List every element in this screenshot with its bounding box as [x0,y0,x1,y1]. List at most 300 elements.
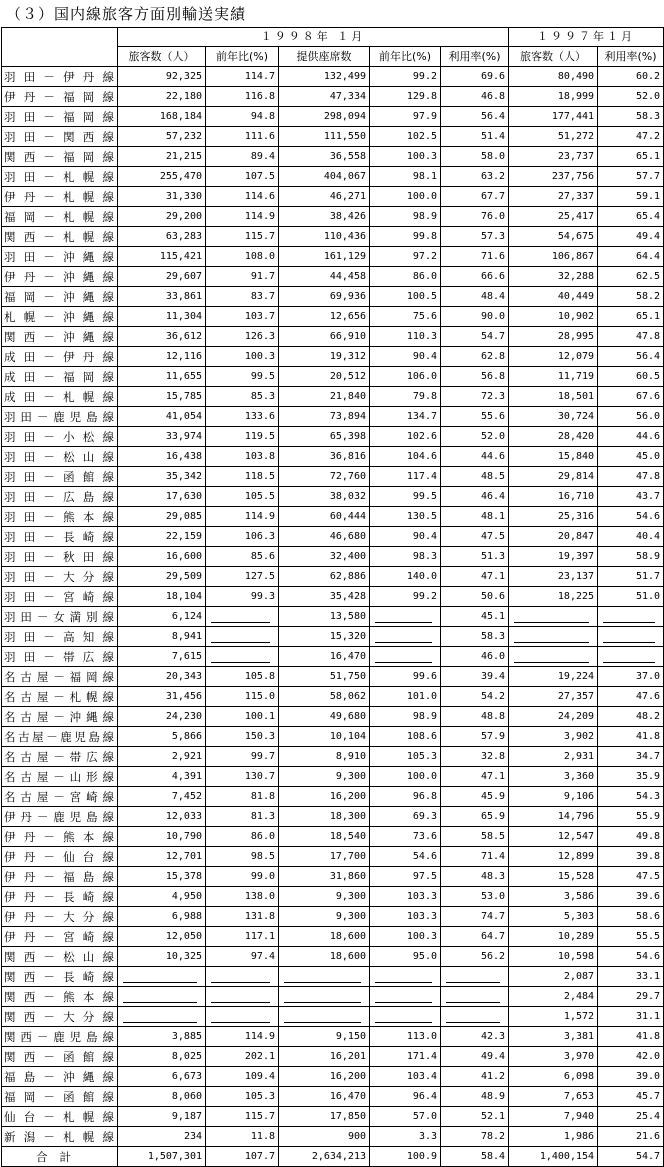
value-cell: 1,986 [509,1127,598,1147]
value-cell: 99.7 [206,747,279,767]
value-cell: 72,760 [279,467,370,487]
value-cell: 2,921 [118,747,206,767]
route-name: 羽田－関西線 [2,127,118,147]
route-name: 羽田－宮崎線 [2,587,118,607]
value-cell: 234 [118,1127,206,1147]
value-cell: 114.7 [206,67,279,87]
value-cell: 76.0 [441,207,509,227]
table-row [2,947,664,967]
value-cell: 18,104 [118,587,206,607]
value-cell: 54,675 [509,227,598,247]
value-cell: 46.4 [441,487,509,507]
value-cell: 78.2 [441,1127,509,1147]
value-cell: 56.2 [441,947,509,967]
value-cell: 58.3 [598,107,664,127]
value-cell: 36,558 [279,147,370,167]
value-cell: 108.0 [206,247,279,267]
value-cell: 24,209 [509,707,598,727]
value-cell: 106.0 [370,367,441,387]
value-cell: 98.9 [370,707,441,727]
value-cell: 57.3 [441,227,509,247]
table-row [2,567,664,587]
table-row [2,67,664,87]
value-cell: 114.6 [206,187,279,207]
value-cell: 57,232 [118,127,206,147]
value-cell: 73,894 [279,407,370,427]
table-row [2,307,664,327]
value-cell: 31,860 [279,867,370,887]
not-applicable-cell [206,967,279,987]
not-applicable-cell [370,647,441,667]
not-applicable-cell [509,627,598,647]
value-cell: 81.8 [206,787,279,807]
value-cell: 20,512 [279,367,370,387]
value-cell: 52.1 [441,1107,509,1127]
value-cell: 99.3 [206,587,279,607]
page-title: （３）国内線旅客方面別輸送実績 [6,5,247,23]
blank-line [211,622,270,623]
value-cell: 73.6 [370,827,441,847]
value-cell: 103.3 [370,907,441,927]
route-name: 関西－大分線 [2,1007,118,1027]
table-row [2,467,664,487]
value-cell: 14,796 [509,807,598,827]
value-cell: 104.6 [370,447,441,467]
value-cell: 66,910 [279,327,370,347]
value-cell: 58.3 [441,627,509,647]
blank-line [123,1022,197,1023]
value-cell: 27,357 [509,687,598,707]
route-name: 成田－伊丹線 [2,347,118,367]
value-cell: 41.8 [598,1027,664,1047]
value-cell: 10,598 [509,947,598,967]
value-cell: 16,200 [279,1067,370,1087]
value-cell: 36,612 [118,327,206,347]
value-cell: 29,607 [118,267,206,287]
route-name: 羽田－大分線 [2,567,118,587]
not-applicable-cell [279,987,370,1007]
route-name: 伊丹－福島線 [2,867,118,887]
value-cell: 49.4 [598,227,664,247]
blank-line [284,1022,361,1023]
route-name: 羽田－福岡線 [2,107,118,127]
route-name: 名古屋－鹿児島線 [2,727,118,747]
value-cell: 103.7 [206,307,279,327]
value-cell: 80,490 [509,67,598,87]
value-cell: 17,630 [118,487,206,507]
route-name: 羽田－女満別線 [2,607,118,627]
total-value: 1,507,301 [118,1147,206,1167]
value-cell: 23,737 [509,147,598,167]
value-cell: 15,785 [118,387,206,407]
route-name: 名古屋－沖縄線 [2,707,118,727]
value-cell: 42.3 [441,1027,509,1047]
value-cell: 32.8 [441,747,509,767]
table-row [2,1107,664,1127]
value-cell: 105.8 [206,667,279,687]
value-cell: 56.0 [598,407,664,427]
value-cell: 6,673 [118,1067,206,1087]
not-applicable-cell [118,967,206,987]
value-cell: 1,572 [509,1007,598,1027]
value-cell: 45.7 [598,1087,664,1107]
value-cell: 56.4 [598,347,664,367]
value-cell: 117.4 [370,467,441,487]
table-row [2,427,664,447]
blank-line [284,982,361,983]
value-cell: 39.4 [441,667,509,687]
value-cell: 10,325 [118,947,206,967]
table-row [2,527,664,547]
value-cell: 57.9 [441,727,509,747]
value-cell: 100.3 [370,927,441,947]
blank-line [211,662,270,663]
blank-line [375,1002,432,1003]
table-row [2,287,664,307]
table-row [2,667,664,687]
value-cell: 98.5 [206,847,279,867]
value-cell: 48.8 [441,707,509,727]
value-cell: 21.6 [598,1127,664,1147]
table-row [2,487,664,507]
route-name: 関西－沖縄線 [2,327,118,347]
value-cell: 47.5 [598,867,664,887]
year-current: １９９８年 １月 [118,28,509,47]
value-cell: 48.2 [598,707,664,727]
value-cell: 99.8 [370,227,441,247]
value-cell: 42.0 [598,1047,664,1067]
value-cell: 69,936 [279,287,370,307]
value-cell: 60.5 [598,367,664,387]
value-cell: 62.8 [441,347,509,367]
value-cell: 39.8 [598,847,664,867]
value-cell: 81.3 [206,807,279,827]
value-cell: 900 [279,1127,370,1147]
blank-line [211,982,270,983]
value-cell: 51,750 [279,667,370,687]
value-cell: 48.9 [441,1087,509,1107]
route-name: 羽田－秋田線 [2,547,118,567]
not-applicable-cell [441,967,509,987]
value-cell: 33,974 [118,427,206,447]
route-name: 福島－沖縄線 [2,1067,118,1087]
value-cell: 55.6 [441,407,509,427]
value-cell: 10,104 [279,727,370,747]
value-cell: 100.5 [370,287,441,307]
value-cell: 97.5 [370,867,441,887]
value-cell: 3,381 [509,1027,598,1047]
total-label: 合計 [2,1147,118,1167]
route-name: 成田－福岡線 [2,367,118,387]
value-cell: 95.0 [370,947,441,967]
value-cell: 57.0 [370,1107,441,1127]
value-cell: 41.2 [441,1067,509,1087]
value-cell: 54.2 [441,687,509,707]
year-previous: １９９７年１月 [509,28,664,47]
route-name: 伊丹－福岡線 [2,87,118,107]
value-cell: 12,656 [279,307,370,327]
value-cell: 99.6 [370,667,441,687]
route-name: 成田－札幌線 [2,387,118,407]
value-cell: 130.7 [206,767,279,787]
value-cell: 116.8 [206,87,279,107]
value-cell: 105.3 [206,1087,279,1107]
value-cell: 106,867 [509,247,598,267]
value-cell: 54.6 [598,507,664,527]
value-cell: 41,054 [118,407,206,427]
value-cell: 138.0 [206,887,279,907]
value-cell: 131.8 [206,907,279,927]
value-cell: 47.8 [598,467,664,487]
value-cell: 177,441 [509,107,598,127]
value-cell: 18,225 [509,587,598,607]
total-value: 2,634,213 [279,1147,370,1167]
table-row [2,1007,664,1027]
value-cell: 16,470 [279,1087,370,1107]
value-cell: 168,184 [118,107,206,127]
value-cell: 51.3 [441,547,509,567]
value-cell: 102.5 [370,127,441,147]
not-applicable-cell [206,647,279,667]
value-cell: 85.3 [206,387,279,407]
table-row [2,647,664,667]
value-cell: 12,116 [118,347,206,367]
not-applicable-cell [441,987,509,1007]
table-row [2,1047,664,1067]
value-cell: 25.4 [598,1107,664,1127]
value-cell: 8,941 [118,627,206,647]
value-cell: 12,050 [118,927,206,947]
value-cell: 51.7 [598,567,664,587]
table-row [2,367,664,387]
not-applicable-cell [509,607,598,627]
value-cell: 65.1 [598,307,664,327]
route-name: 福岡－沖縄線 [2,287,118,307]
value-cell: 202.1 [206,1047,279,1067]
value-cell: 19,397 [509,547,598,567]
value-cell: 48.5 [441,467,509,487]
value-cell: 3,902 [509,727,598,747]
value-cell: 85.6 [206,547,279,567]
value-cell: 7,452 [118,787,206,807]
value-cell: 57.7 [598,167,664,187]
table-row [2,867,664,887]
blank-line [375,1022,432,1023]
value-cell: 51.0 [598,587,664,607]
col-header: 旅客数（人） [509,47,598,67]
route-name: 羽田－伊丹線 [2,67,118,87]
value-cell: 7,940 [509,1107,598,1127]
value-cell: 98.3 [370,547,441,567]
table-row [2,267,664,287]
total-value: 1,400,154 [509,1147,598,1167]
value-cell: 15,320 [279,627,370,647]
total-value: 54.7 [598,1147,664,1167]
value-cell: 161,129 [279,247,370,267]
value-cell: 108.6 [370,727,441,747]
value-cell: 91.7 [206,267,279,287]
not-applicable-cell [118,1007,206,1027]
route-name: 福岡－札幌線 [2,207,118,227]
value-cell: 64.4 [598,247,664,267]
value-cell: 9,300 [279,767,370,787]
value-cell: 46.0 [441,647,509,667]
value-cell: 47.8 [598,327,664,347]
value-cell: 35.9 [598,767,664,787]
value-cell: 100.1 [206,707,279,727]
route-name: 関西－長崎線 [2,967,118,987]
value-cell: 69.3 [370,807,441,827]
value-cell: 58.2 [598,287,664,307]
value-cell: 30,724 [509,407,598,427]
value-cell: 127.5 [206,567,279,587]
value-cell: 119.5 [206,427,279,447]
value-cell: 71.6 [441,247,509,267]
route-name: 羽田－沖縄線 [2,247,118,267]
value-cell: 25,417 [509,207,598,227]
route-name: 伊丹－熊本線 [2,827,118,847]
value-cell: 9,300 [279,907,370,927]
table-row [2,167,664,187]
table-row [2,627,664,647]
value-cell: 9,300 [279,887,370,907]
value-cell: 12,547 [509,827,598,847]
value-cell: 27,337 [509,187,598,207]
table-row [2,147,664,167]
value-cell: 16,200 [279,787,370,807]
route-name: 羽田－熊本線 [2,507,118,527]
table-row [2,927,664,947]
value-cell: 51,272 [509,127,598,147]
route-name: 羽田－函館線 [2,467,118,487]
value-cell: 89.4 [206,147,279,167]
table-row [2,447,664,467]
table-row [2,1067,664,1087]
table-row [2,607,664,627]
value-cell: 171.4 [370,1047,441,1067]
value-cell: 92,325 [118,67,206,87]
route-name: 伊丹－長崎線 [2,887,118,907]
value-cell: 47.6 [598,687,664,707]
table-row [2,247,664,267]
value-cell: 45.1 [441,607,509,627]
value-cell: 96.8 [370,787,441,807]
value-cell: 49.8 [598,827,664,847]
value-cell: 3,360 [509,767,598,787]
route-name: 名古屋－札幌線 [2,687,118,707]
value-cell: 40,449 [509,287,598,307]
value-cell: 35,342 [118,467,206,487]
not-applicable-cell [206,987,279,1007]
blank-line [123,1002,197,1003]
value-cell: 49.4 [441,1047,509,1067]
value-cell: 97.2 [370,247,441,267]
value-cell: 103.3 [370,887,441,907]
table-row [2,707,664,727]
not-applicable-cell [370,627,441,647]
not-applicable-cell [206,1007,279,1027]
value-cell: 25,316 [509,507,598,527]
value-cell: 6,124 [118,607,206,627]
value-cell: 17,700 [279,847,370,867]
route-name: 伊丹－鹿児島線 [2,807,118,827]
table-row [2,987,664,1007]
value-cell: 28,995 [509,327,598,347]
value-cell: 110.3 [370,327,441,347]
route-name: 羽田－広島線 [2,487,118,507]
blank-line [603,622,655,623]
route-name: 名古屋－山形線 [2,767,118,787]
value-cell: 32,288 [509,267,598,287]
value-cell: 63,283 [118,227,206,247]
value-cell: 20,847 [509,527,598,547]
value-cell: 13,580 [279,607,370,627]
value-cell: 100.0 [370,187,441,207]
transport-table [1,27,664,1167]
not-applicable-cell [441,1007,509,1027]
value-cell: 65.4 [598,207,664,227]
route-name: 仙台－札幌線 [2,1107,118,1127]
value-cell: 21,840 [279,387,370,407]
value-cell: 44,458 [279,267,370,287]
route-name: 関西－鹿児島線 [2,1027,118,1047]
not-applicable-cell [370,1007,441,1027]
blank-line [446,1022,500,1023]
value-cell: 58.9 [598,547,664,567]
route-name: 羽田－長崎線 [2,527,118,547]
value-cell: 64.7 [441,927,509,947]
not-applicable-cell [509,647,598,667]
not-applicable-cell [598,607,664,627]
table-row [2,747,664,767]
col-header: 前年比(%) [370,47,441,67]
table-row [2,347,664,367]
value-cell: 39.6 [598,887,664,907]
value-cell: 2,484 [509,987,598,1007]
table-row [2,907,664,927]
route-header-cell [2,28,118,67]
value-cell: 99.2 [370,587,441,607]
value-cell: 96.4 [370,1087,441,1107]
value-cell: 11.8 [206,1127,279,1147]
value-cell: 3,885 [118,1027,206,1047]
value-cell: 52.0 [441,427,509,447]
table-row [2,507,664,527]
value-cell: 47.1 [441,767,509,787]
route-name: 伊丹－仙台線 [2,847,118,867]
route-name: 新潟－札幌線 [2,1127,118,1147]
value-cell: 237,756 [509,167,598,187]
route-name: 伊丹－札幌線 [2,187,118,207]
value-cell: 134.7 [370,407,441,427]
value-cell: 115.0 [206,687,279,707]
route-name: 札幌－沖縄線 [2,307,118,327]
value-cell: 21,215 [118,147,206,167]
value-cell: 40.4 [598,527,664,547]
not-applicable-cell [598,647,664,667]
value-cell: 99.0 [206,867,279,887]
value-cell: 10,790 [118,827,206,847]
value-cell: 11,304 [118,307,206,327]
value-cell: 16,710 [509,487,598,507]
blank-line [514,622,589,623]
value-cell: 101.0 [370,687,441,707]
value-cell: 31,456 [118,687,206,707]
value-cell: 33.1 [598,967,664,987]
value-cell: 16,600 [118,547,206,567]
not-applicable-cell [370,607,441,627]
value-cell: 47.5 [441,527,509,547]
